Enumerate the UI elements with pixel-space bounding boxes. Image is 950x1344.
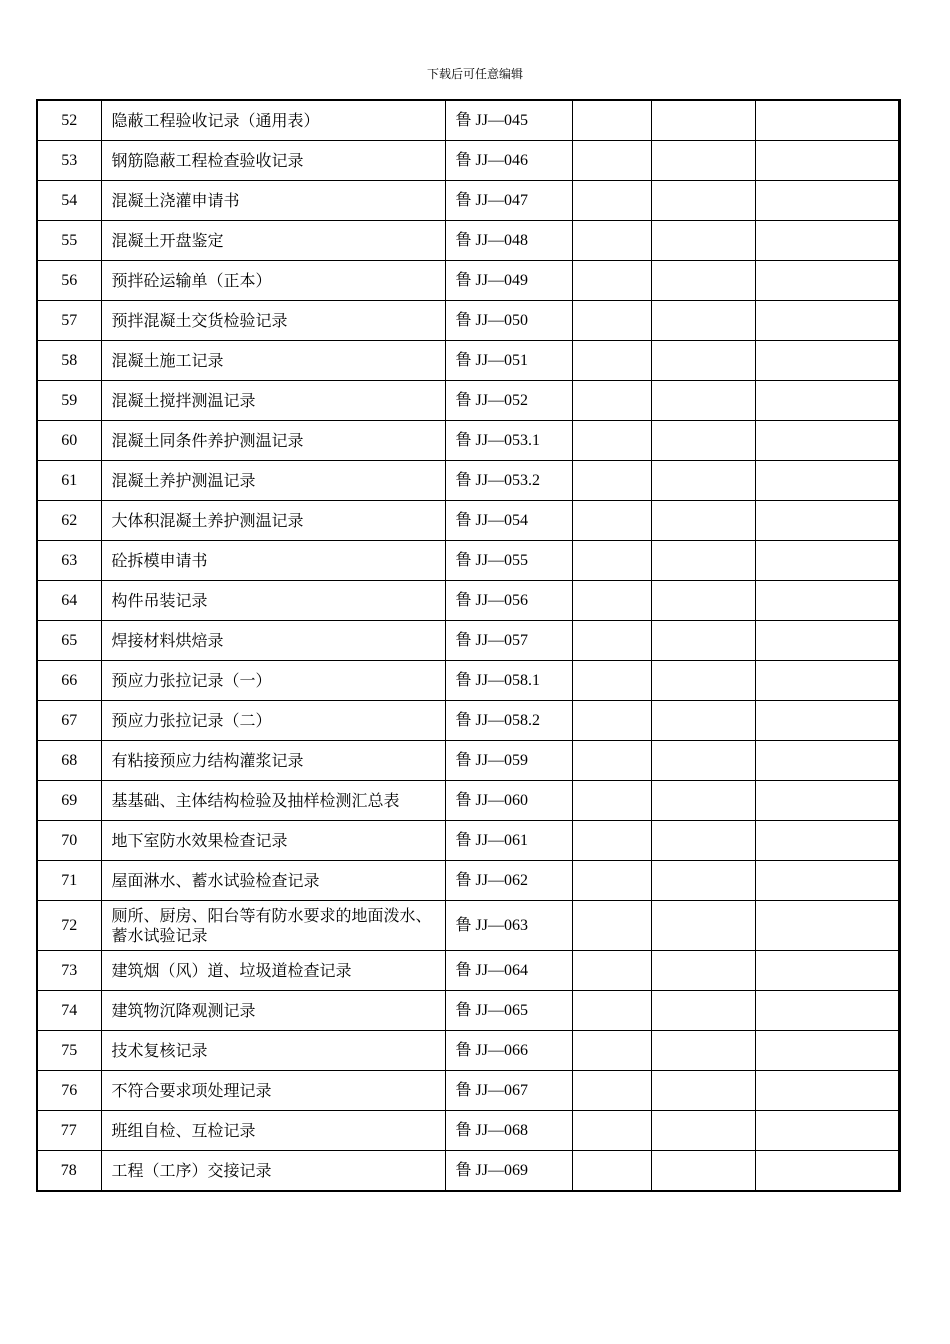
blank-cell (572, 621, 651, 661)
table-row (37, 261, 899, 301)
form-code: 鲁 JJ—067 (445, 1071, 572, 1111)
table-row (37, 621, 899, 661)
blank-cell (572, 221, 651, 261)
form-code: 鲁 JJ—061 (445, 821, 572, 861)
blank-cell (651, 991, 755, 1031)
table-row (37, 821, 899, 861)
table-row (37, 301, 899, 341)
record-name: 隐蔽工程验收记录（通用表） (101, 100, 445, 141)
blank-cell (572, 861, 651, 901)
blank-cell (755, 1071, 899, 1111)
blank-cell (572, 1111, 651, 1151)
table-row (37, 341, 899, 381)
form-code: 鲁 JJ—050 (445, 301, 572, 341)
blank-cell (651, 301, 755, 341)
row-number: 54 (37, 181, 101, 221)
table-row (37, 1151, 899, 1192)
table-row (37, 781, 899, 821)
blank-cell (755, 100, 899, 141)
form-code: 鲁 JJ—064 (445, 951, 572, 991)
page-header: 下载后可任意编辑 (426, 67, 523, 81)
blank-cell (755, 951, 899, 991)
record-name: 混凝土同条件养护测温记录 (101, 421, 445, 461)
blank-cell (755, 621, 899, 661)
record-name: 预应力张拉记录（一） (101, 661, 445, 701)
form-code: 鲁 JJ—068 (445, 1111, 572, 1151)
blank-cell (651, 661, 755, 701)
record-name: 班组自检、互检记录 (101, 1111, 445, 1151)
record-name: 建筑烟（风）道、垃圾道检查记录 (101, 951, 445, 991)
blank-cell (572, 1071, 651, 1111)
row-number: 69 (37, 781, 101, 821)
row-number: 68 (37, 741, 101, 781)
row-number: 77 (37, 1111, 101, 1151)
blank-cell (651, 341, 755, 381)
row-number: 56 (37, 261, 101, 301)
row-number: 66 (37, 661, 101, 701)
row-number: 61 (37, 461, 101, 501)
blank-cell (572, 1031, 651, 1071)
blank-cell (572, 781, 651, 821)
records-body (37, 100, 899, 1191)
blank-cell (572, 181, 651, 221)
table-row (37, 991, 899, 1031)
blank-cell (651, 901, 755, 951)
row-number: 64 (37, 581, 101, 621)
record-name: 工程（工序）交接记录 (101, 1151, 445, 1192)
blank-cell (651, 541, 755, 581)
blank-cell (572, 741, 651, 781)
blank-cell (651, 181, 755, 221)
table-row (37, 381, 899, 421)
record-name: 混凝土养护测温记录 (101, 461, 445, 501)
form-code: 鲁 JJ—049 (445, 261, 572, 301)
blank-cell (755, 901, 899, 951)
blank-cell (572, 461, 651, 501)
row-number: 59 (37, 381, 101, 421)
blank-cell (755, 581, 899, 621)
row-number: 71 (37, 861, 101, 901)
blank-cell (651, 821, 755, 861)
blank-cell (755, 501, 899, 541)
blank-cell (651, 951, 755, 991)
blank-cell (572, 1151, 651, 1192)
blank-cell (651, 141, 755, 181)
record-name: 钢筋隐蔽工程检查验收记录 (101, 141, 445, 181)
blank-cell (572, 421, 651, 461)
blank-cell (651, 421, 755, 461)
table-row (37, 100, 899, 141)
blank-cell (651, 581, 755, 621)
blank-cell (755, 821, 899, 861)
row-number: 70 (37, 821, 101, 861)
form-code: 鲁 JJ—059 (445, 741, 572, 781)
blank-cell (572, 951, 651, 991)
blank-cell (651, 701, 755, 741)
blank-cell (572, 261, 651, 301)
table-row (37, 221, 899, 261)
blank-cell (651, 221, 755, 261)
blank-cell (572, 501, 651, 541)
row-number: 57 (37, 301, 101, 341)
record-name: 焊接材料烘焙录 (101, 621, 445, 661)
blank-cell (755, 221, 899, 261)
form-code: 鲁 JJ—051 (445, 341, 572, 381)
blank-cell (572, 381, 651, 421)
table-row (37, 741, 899, 781)
blank-cell (651, 261, 755, 301)
blank-cell (755, 461, 899, 501)
record-name: 技术复核记录 (101, 1031, 445, 1071)
table-row (37, 501, 899, 541)
row-number: 53 (37, 141, 101, 181)
table-row (37, 951, 899, 991)
blank-cell (651, 861, 755, 901)
form-code: 鲁 JJ—054 (445, 501, 572, 541)
record-name: 混凝土施工记录 (101, 341, 445, 381)
record-name: 厕所、厨房、阳台等有防水要求的地面泼水、蓄水试验记录 (101, 901, 445, 951)
form-code: 鲁 JJ—060 (445, 781, 572, 821)
blank-cell (572, 581, 651, 621)
blank-cell (651, 781, 755, 821)
record-name: 预应力张拉记录（二） (101, 701, 445, 741)
table-row (37, 541, 899, 581)
table-row (37, 141, 899, 181)
blank-cell (755, 781, 899, 821)
blank-cell (651, 1151, 755, 1192)
record-name: 屋面淋水、蓄水试验检查记录 (101, 861, 445, 901)
form-code: 鲁 JJ—069 (445, 1151, 572, 1192)
form-code: 鲁 JJ—048 (445, 221, 572, 261)
record-name: 预拌砼运输单（正本） (101, 261, 445, 301)
table-row (37, 1111, 899, 1151)
row-number: 78 (37, 1151, 101, 1192)
form-code: 鲁 JJ—065 (445, 991, 572, 1031)
blank-cell (572, 541, 651, 581)
blank-cell (755, 741, 899, 781)
blank-cell (572, 901, 651, 951)
table-row (37, 861, 899, 901)
record-name: 大体积混凝土养护测温记录 (101, 501, 445, 541)
blank-cell (755, 261, 899, 301)
form-code: 鲁 JJ—058.1 (445, 661, 572, 701)
blank-cell (755, 661, 899, 701)
table-row (37, 901, 899, 951)
blank-cell (651, 621, 755, 661)
record-name: 有粘接预应力结构灌浆记录 (101, 741, 445, 781)
blank-cell (755, 701, 899, 741)
blank-cell (651, 501, 755, 541)
record-name: 地下室防水效果检查记录 (101, 821, 445, 861)
blank-cell (755, 1151, 899, 1192)
row-number: 62 (37, 501, 101, 541)
form-code: 鲁 JJ—055 (445, 541, 572, 581)
form-code: 鲁 JJ—046 (445, 141, 572, 181)
blank-cell (755, 1031, 899, 1071)
blank-cell (651, 381, 755, 421)
blank-cell (755, 301, 899, 341)
row-number: 73 (37, 951, 101, 991)
table-row (37, 1031, 899, 1071)
table-row (37, 701, 899, 741)
blank-cell (651, 100, 755, 141)
row-number: 67 (37, 701, 101, 741)
blank-cell (755, 861, 899, 901)
blank-cell (755, 341, 899, 381)
blank-cell (651, 1031, 755, 1071)
blank-cell (651, 461, 755, 501)
blank-cell (651, 741, 755, 781)
blank-cell (755, 421, 899, 461)
form-code: 鲁 JJ—052 (445, 381, 572, 421)
form-code: 鲁 JJ—066 (445, 1031, 572, 1071)
record-name: 构件吊装记录 (101, 581, 445, 621)
blank-cell (755, 181, 899, 221)
record-name: 建筑物沉降观测记录 (101, 991, 445, 1031)
blank-cell (755, 381, 899, 421)
row-number: 60 (37, 421, 101, 461)
blank-cell (572, 100, 651, 141)
table-row (37, 1071, 899, 1111)
record-name: 基基础、主体结构检验及抽样检测汇总表 (101, 781, 445, 821)
row-number: 75 (37, 1031, 101, 1071)
form-code: 鲁 JJ—053.1 (445, 421, 572, 461)
form-code: 鲁 JJ—056 (445, 581, 572, 621)
records-table (36, 99, 901, 1192)
table-row (37, 181, 899, 221)
record-name: 预拌混凝土交货检验记录 (101, 301, 445, 341)
form-code: 鲁 JJ—062 (445, 861, 572, 901)
blank-cell (755, 141, 899, 181)
blank-cell (572, 821, 651, 861)
row-number: 76 (37, 1071, 101, 1111)
row-number: 52 (37, 100, 101, 141)
form-code: 鲁 JJ—057 (445, 621, 572, 661)
blank-cell (651, 1111, 755, 1151)
form-code: 鲁 JJ—045 (445, 100, 572, 141)
record-name: 不符合要求项处理记录 (101, 1071, 445, 1111)
blank-cell (755, 1111, 899, 1151)
form-code: 鲁 JJ—047 (445, 181, 572, 221)
row-number: 65 (37, 621, 101, 661)
blank-cell (572, 341, 651, 381)
row-number: 74 (37, 991, 101, 1031)
blank-cell (755, 991, 899, 1031)
form-code: 鲁 JJ—058.2 (445, 701, 572, 741)
form-code: 鲁 JJ—053.2 (445, 461, 572, 501)
table-row (37, 661, 899, 701)
row-number: 72 (37, 901, 101, 951)
blank-cell (651, 1071, 755, 1111)
row-number: 55 (37, 221, 101, 261)
blank-cell (572, 661, 651, 701)
blank-cell (755, 541, 899, 581)
record-name: 砼拆模申请书 (101, 541, 445, 581)
table-row (37, 421, 899, 461)
table-row (37, 461, 899, 501)
blank-cell (572, 301, 651, 341)
blank-cell (572, 991, 651, 1031)
record-name: 混凝土浇灌申请书 (101, 181, 445, 221)
row-number: 63 (37, 541, 101, 581)
table-row (37, 581, 899, 621)
record-name: 混凝土开盘鉴定 (101, 221, 445, 261)
form-code: 鲁 JJ—063 (445, 901, 572, 951)
blank-cell (572, 141, 651, 181)
record-name: 混凝土搅拌测温记录 (101, 381, 445, 421)
blank-cell (572, 701, 651, 741)
row-number: 58 (37, 341, 101, 381)
